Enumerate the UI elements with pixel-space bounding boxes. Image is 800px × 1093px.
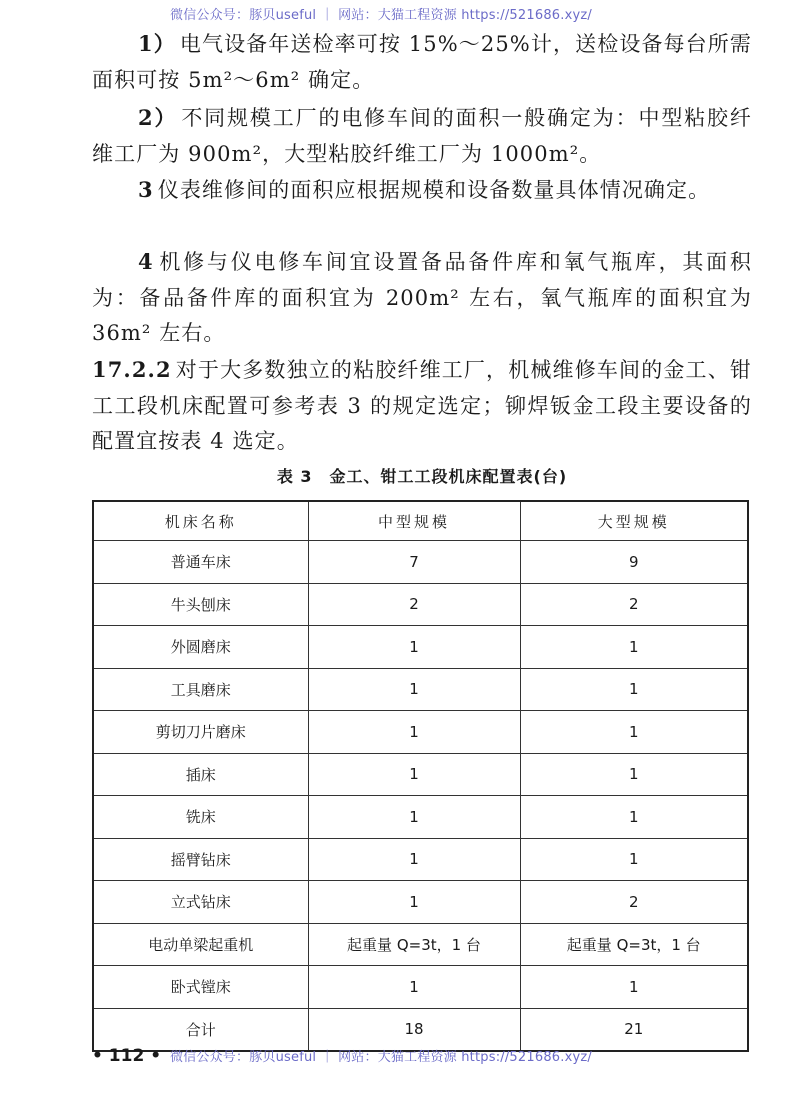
table-row <box>93 583 748 626</box>
cell-medium-value: 1 <box>308 711 520 754</box>
paragraph-2 <box>92 100 752 172</box>
cell-medium-value: 2 <box>308 583 520 626</box>
table-row <box>93 711 748 754</box>
cell-medium-total: 18 <box>308 1008 520 1051</box>
cell-large-value: 1 <box>520 711 748 754</box>
cell-machine-name: 电动单梁起重机 <box>93 923 308 966</box>
cell-machine-name: 剪切刀片磨床 <box>93 711 308 754</box>
paragraph-3-text: 仪表维修间的面积应根据规模和设备数量具体情况确定。 <box>157 178 711 202</box>
cell-medium-value: 7 <box>308 541 520 584</box>
watermark-bottom: 微信公众号：豚贝useful ｜ 网站：大猫工程资源 https://521686.xyz/ <box>170 1050 592 1065</box>
paragraph-1-text: 电气设备年送检率可按 15%～25%计，送检设备每台所需面积可按 5m²～6m² 确定。 <box>92 32 752 92</box>
table-row <box>93 881 748 924</box>
cell-machine-name: 立式钻床 <box>93 881 308 924</box>
paragraph-4-text: 机修与仪电修车间宜设置备品备件库和氧气瓶库，其面积为：备品备件库的面积宜为 200m² 左右，氧气瓶库的面积宜为 36m² 左右。 <box>92 250 752 345</box>
cell-machine-name: 外圆磨床 <box>93 626 308 669</box>
table-row <box>93 626 748 669</box>
paragraph-5 <box>92 352 752 460</box>
cell-large-value: 1 <box>520 966 748 1009</box>
cell-machine-name: 铣床 <box>93 796 308 839</box>
header-machine-name: 机床名称 <box>93 501 308 541</box>
cell-machine-name: 插床 <box>93 753 308 796</box>
paragraph-4 <box>92 244 752 352</box>
cell-medium-value: 1 <box>308 668 520 711</box>
cell-large-value: 1 <box>520 668 748 711</box>
cell-machine-name: 卧式镗床 <box>93 966 308 1009</box>
cell-large-total: 21 <box>520 1008 748 1051</box>
cell-large-value: 9 <box>520 541 748 584</box>
paragraph-5-text: 对于大多数独立的粘胶纤维工厂，机械维修车间的金工、钳工工段机床配置可参考表 3 的规定选定；铆焊钣金工段主要设备的配置宜按表 4 选定。 <box>92 358 752 453</box>
paragraph-5-lead: 17.2.2 <box>92 357 172 382</box>
page-number: • 112 • <box>92 1046 162 1066</box>
watermark-top: 微信公众号：豚贝useful ｜ 网站：大猫工程资源 https://521686.xyz/ <box>170 8 592 23</box>
cell-machine-name: 工具磨床 <box>93 668 308 711</box>
cell-medium-value: 1 <box>308 796 520 839</box>
cell-large-value: 1 <box>520 796 748 839</box>
cell-large-value: 2 <box>520 881 748 924</box>
header-large-scale: 大型规模 <box>520 501 748 541</box>
paragraph-4-lead: 4 <box>138 249 154 274</box>
cell-large-value: 1 <box>520 838 748 881</box>
table-row <box>93 923 748 966</box>
paragraph-1 <box>92 26 752 98</box>
cell-machine-name: 牛头刨床 <box>93 583 308 626</box>
cell-large-value: 起重量 Q=3t，1 台 <box>520 923 748 966</box>
cell-medium-value: 1 <box>308 838 520 881</box>
cell-medium-value: 1 <box>308 753 520 796</box>
cell-medium-value: 起重量 Q=3t，1 台 <box>308 923 520 966</box>
cell-large-value: 1 <box>520 626 748 669</box>
paragraph-2-lead: 2） <box>138 105 178 130</box>
table-row <box>93 838 748 881</box>
table-row <box>93 796 748 839</box>
table-header-row <box>93 501 748 541</box>
table-row <box>93 753 748 796</box>
table-row <box>93 541 748 584</box>
cell-total-label: 合计 <box>93 1008 308 1051</box>
paragraph-3 <box>92 172 752 209</box>
cell-large-value: 2 <box>520 583 748 626</box>
machine-config-table <box>92 500 749 1052</box>
paragraph-3-lead: 3 <box>138 177 154 202</box>
cell-machine-name: 普通车床 <box>93 541 308 584</box>
header-medium-scale: 中型规模 <box>308 501 520 541</box>
table-caption: 表 3 金工、钳工工段机床配置表(台) <box>276 467 568 486</box>
cell-medium-value: 1 <box>308 966 520 1009</box>
table-total-row <box>93 1008 748 1051</box>
cell-medium-value: 1 <box>308 626 520 669</box>
paragraph-2-text: 不同规模工厂的电修车间的面积一般确定为：中型粘胶纤维工厂为 900m²，大型粘胶纤维工厂为 1000m²。 <box>92 106 752 166</box>
cell-machine-name: 摇臂钻床 <box>93 838 308 881</box>
cell-medium-value: 1 <box>308 881 520 924</box>
paragraph-1-lead: 1） <box>138 31 176 56</box>
cell-large-value: 1 <box>520 753 748 796</box>
table-row <box>93 668 748 711</box>
table-row <box>93 966 748 1009</box>
